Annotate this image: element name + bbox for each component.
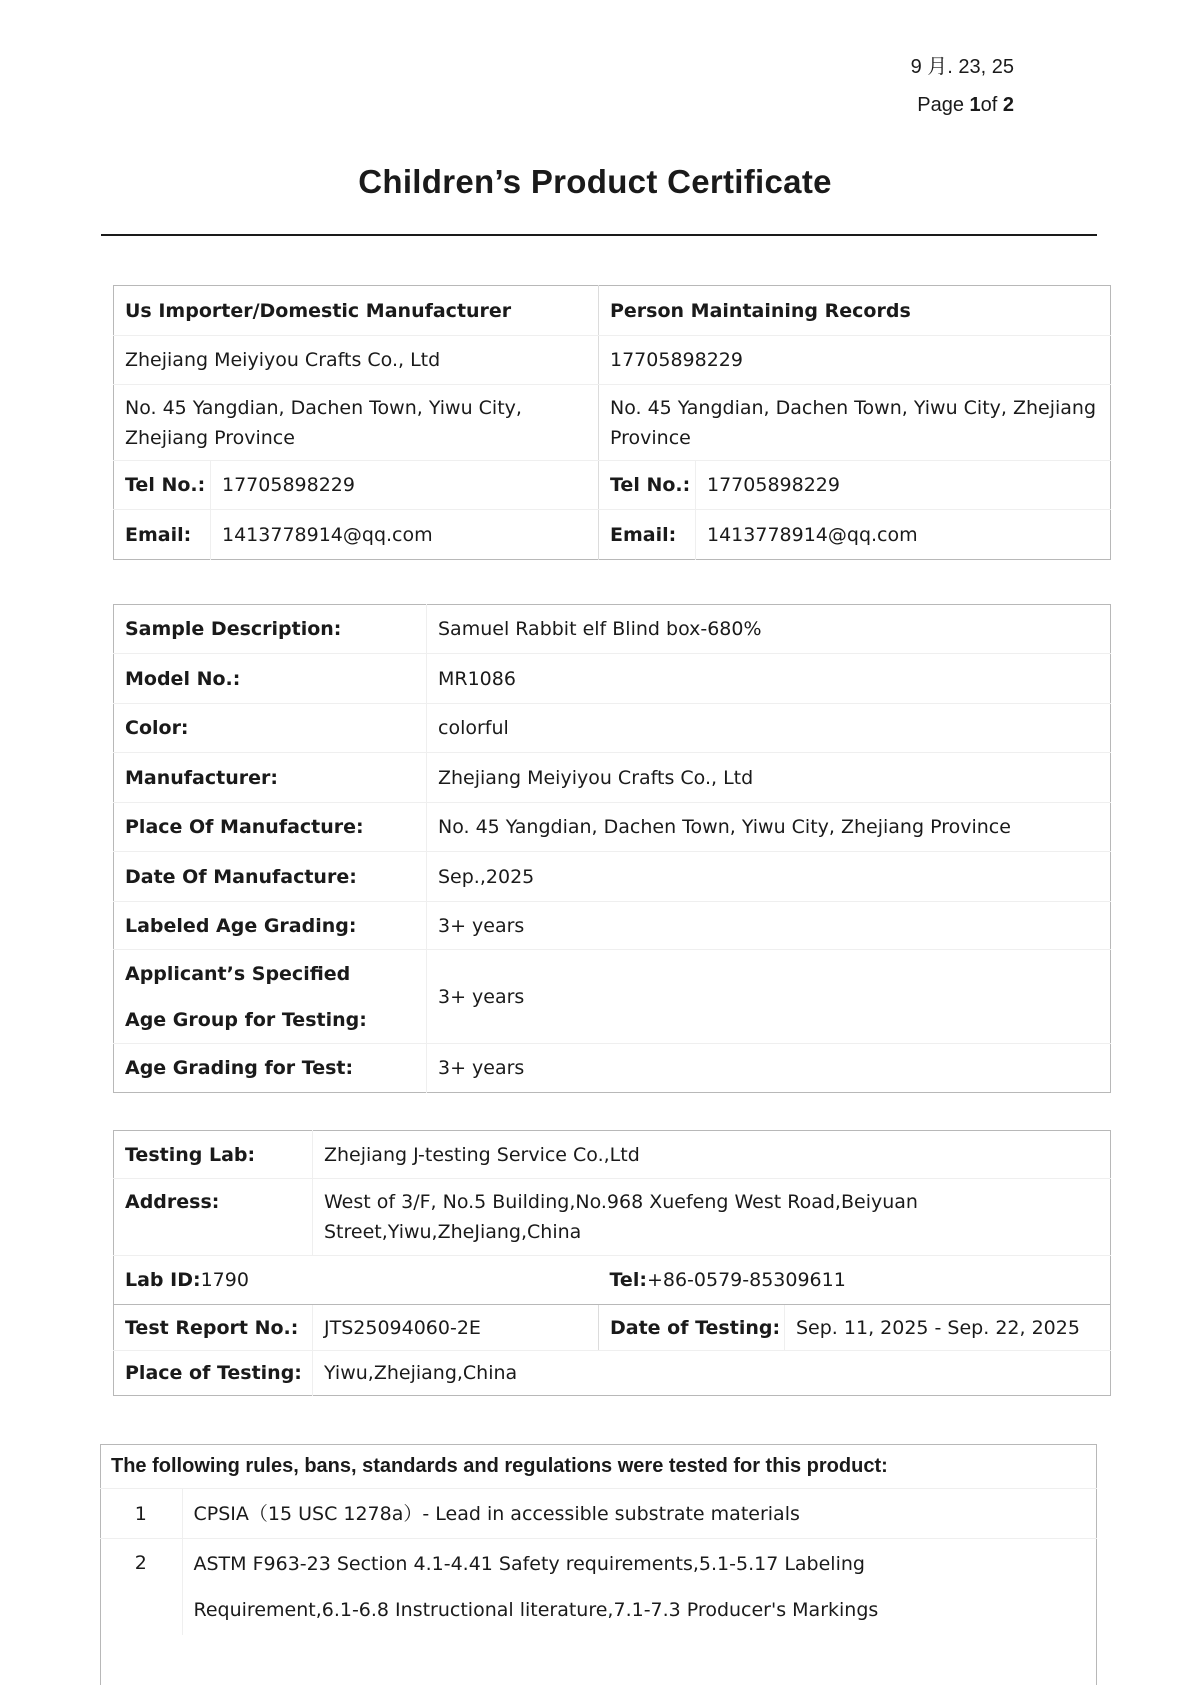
- lab-report-row: [114, 1305, 1111, 1351]
- page-current: 1: [969, 94, 981, 116]
- records-name: 17705898229: [599, 336, 1111, 385]
- importer-tel: 17705898229: [211, 461, 599, 510]
- lab-tel-value: +86-0579-85309611: [646, 1269, 846, 1291]
- grading-value: 3+ years: [438, 1057, 525, 1079]
- sample-label: Color:: [114, 704, 427, 753]
- sample-label: Place Of Manufacture:: [114, 803, 427, 852]
- sample-value: MR1086: [427, 654, 1111, 704]
- lab-id-row: [114, 1256, 1111, 1305]
- lab-name-row: [114, 1131, 1111, 1179]
- specified-label-line-2: Age Group for Testing:: [125, 1008, 367, 1031]
- parties-email-row: [114, 510, 1111, 560]
- sample-label: Sample Description:: [114, 605, 427, 654]
- lab-tel: [599, 1256, 1111, 1305]
- sample-value: 3+ years: [427, 902, 1111, 950]
- page-of: of: [980, 94, 1003, 116]
- page-prefix: Page: [917, 94, 970, 116]
- report-number: JTS25094060-2E: [313, 1305, 599, 1351]
- sample-value: Sep.,2025: [427, 852, 1111, 902]
- rule-row: [100, 1539, 1097, 1635]
- sample-value: No. 45 Yangdian, Dachen Town, Yiwu City, Zhejiang Province: [427, 803, 1111, 852]
- lab-id-value: 1790: [200, 1269, 249, 1291]
- records-heading: Person Maintaining Records: [599, 286, 1111, 336]
- lab-id-label: Lab ID:: [125, 1269, 201, 1291]
- sample-row-grading: [114, 1044, 1111, 1093]
- records-address: No. 45 Yangdian, Dachen Town, Yiwu City, Zhejiang Province: [599, 385, 1111, 461]
- sample-label: Model No.:: [114, 654, 427, 704]
- lab-place-row: [114, 1351, 1111, 1396]
- report-label: Test Report No.:: [114, 1305, 313, 1351]
- parties-name-row: [114, 336, 1111, 385]
- sample-label: Date Of Manufacture:: [114, 852, 427, 902]
- rules-heading: The following rules, bans, standards and regulations were tested for this product:: [111, 1455, 888, 1477]
- rules-table: [100, 1488, 1097, 1635]
- importer-heading: Us Importer/Domestic Manufacturer: [114, 286, 599, 336]
- sample-row: [114, 902, 1111, 950]
- parties-tel-row: [114, 461, 1111, 510]
- sample-label: Manufacturer:: [114, 753, 427, 803]
- sample-row: [114, 654, 1111, 704]
- sample-row: [114, 852, 1111, 902]
- rule-row: [100, 1489, 1097, 1539]
- specified-label-line-1: Applicant’s Specified: [125, 962, 351, 985]
- place-of-testing-value: Yiwu,Zhejiang,China: [324, 1362, 518, 1384]
- lab-address: West of 3/F, No.5 Building,No.968 Xuefeng West Road,Beiyuan Street,Yiwu,ZheJiang,China: [313, 1179, 1111, 1256]
- sample-row: [114, 753, 1111, 803]
- parties-table: [113, 285, 1111, 560]
- sample-value: Zhejiang Meiyiyou Crafts Co., Ltd: [427, 753, 1111, 803]
- records-email: 1413778914@qq.com: [707, 523, 918, 546]
- place-of-testing-label: Place of Testing:: [114, 1351, 313, 1396]
- sample-row-specified: [114, 950, 1111, 1044]
- sample-table: [113, 604, 1111, 1093]
- lab-table: [113, 1130, 1111, 1396]
- specified-value: 3+ years: [427, 950, 1111, 1044]
- lab-address-label: Address:: [114, 1179, 313, 1256]
- rule-number: 2: [100, 1539, 182, 1635]
- parties-address-row: [114, 385, 1111, 461]
- specified-label: [114, 950, 427, 1044]
- grading-label: Age Grading for Test:: [114, 1044, 427, 1093]
- rule-text: CPSIA（15 USC 1278a）- Lead in accessible substrate materials: [182, 1489, 1097, 1539]
- lab-tel-label: Tel:: [609, 1269, 647, 1291]
- importer-tel-label: Tel No.:: [114, 461, 211, 510]
- parties-heading-row: [114, 286, 1111, 336]
- header-date: 9 月. 23, 25: [910, 56, 1014, 78]
- page-number: [917, 94, 1014, 117]
- lab-name: Zhejiang J-testing Service Co.,Ltd: [313, 1131, 1111, 1179]
- page-title: Children’s Product Certificate: [358, 163, 832, 200]
- rule-text: ASTM F963-23 Section 4.1-4.41 Safety requirements,5.1-5.17 Labeling Requirement,6.1-6.8 Instructional literature,7.1-7.3 Producer's Markings: [182, 1539, 1097, 1635]
- sample-label: Labeled Age Grading:: [114, 902, 427, 950]
- title-divider: [101, 234, 1097, 236]
- sample-row: [114, 704, 1111, 753]
- records-email-label: Email:: [599, 510, 696, 560]
- date-of-testing-value: Sep. 11, 2025 - Sep. 22, 2025: [785, 1305, 1111, 1351]
- records-tel: 17705898229: [696, 461, 1111, 510]
- sample-value: Samuel Rabbit elf Blind box-680%: [427, 605, 1111, 654]
- page-total: 2: [1002, 94, 1014, 116]
- lab-id: [114, 1256, 599, 1305]
- sample-row: [114, 803, 1111, 852]
- sample-value: colorful: [427, 704, 1111, 753]
- importer-email-label: Email:: [114, 510, 211, 560]
- records-tel-label: Tel No.:: [599, 461, 696, 510]
- lab-label: Testing Lab:: [114, 1131, 313, 1179]
- rule-number: 1: [100, 1489, 182, 1539]
- sample-row: [114, 605, 1111, 654]
- date-of-testing-label: Date of Testing:: [599, 1305, 785, 1351]
- lab-address-row: [114, 1179, 1111, 1256]
- importer-email: 1413778914@qq.com: [211, 510, 599, 560]
- importer-address: No. 45 Yangdian, Dachen Town, Yiwu City, Zhejiang Province: [114, 385, 599, 461]
- importer-name: Zhejiang Meiyiyou Crafts Co., Ltd: [114, 336, 599, 385]
